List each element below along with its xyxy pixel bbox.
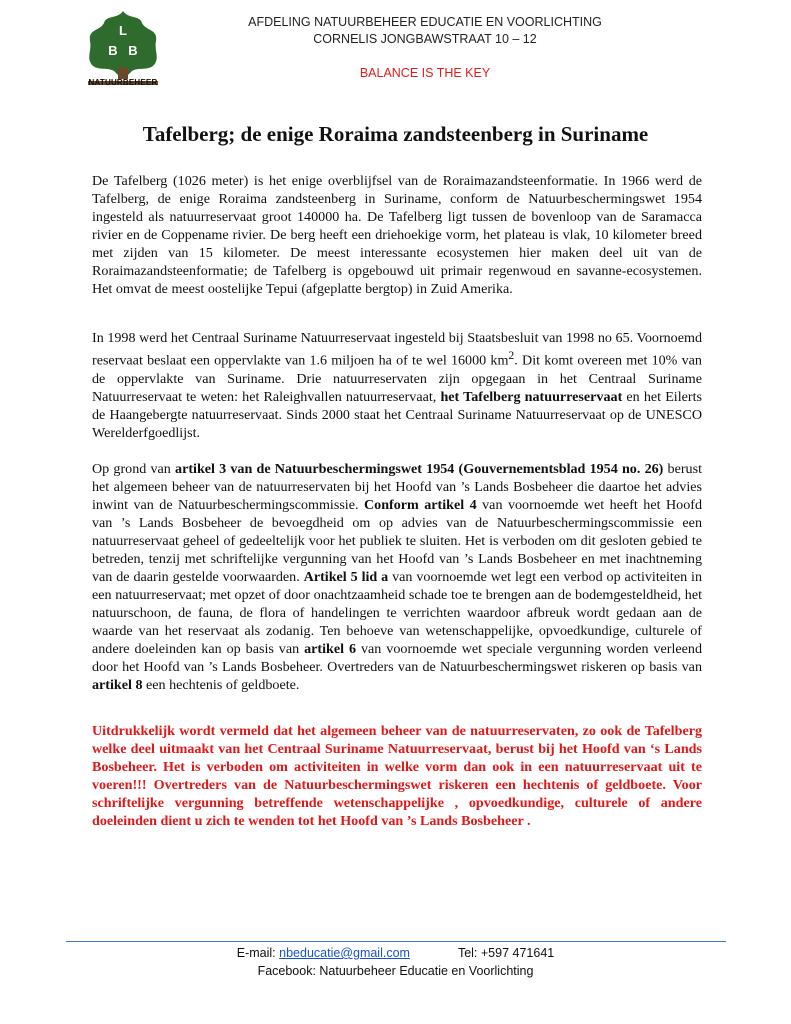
paragraph-intro: De Tafelberg (1026 meter) is het enige overblijfsel van de Roraimazandsteenformatie. In 1966 werd de Tafelberg, de enige Roraima zandsteenberg in Suriname, conform de Natuurbeschermingswet 1954 ingesteld als natuurreservaat groot 140000 ha. De Tafelberg ligt tussen de bovenloop van de Saramacca rivier en de Coppename rivier. De berg heeft een driehoekige vorm, het plateau is vlak, 10 kilometer breed met zijden van 15 kilometer. De meest interessante ecosystemen hier maken deel uit van de Roraimazandsteenformatie; de Tafelberg is opgebouwd uit primair regenwoud en savanne-ecosystemen. Het omvat de meest oostelijke Tepui (afgeplatte bergtop) in Zuid Amerika. xyxy=(92,173,702,297)
email-label: E-mail: xyxy=(236,946,280,960)
text-run: . Dit komt overeen met 10% van de oppervlakte van Suriname. Drie natuurreservaten zijn opgegaan in het Centraal Suriname Natuurreservaat te weten: het Raleighvallen natuurreservaat, xyxy=(92,352,702,405)
department-address: CORNELIS JONGBAWSTRAAT 10 – 12 xyxy=(313,32,537,46)
text-run: Op grond van xyxy=(92,461,176,477)
footer-facebook: Facebook: Natuurbeheer Educatie en Voorlichting xyxy=(257,964,534,978)
email-link[interactable]: nbeducatie@gmail.com xyxy=(279,946,410,960)
logo-caption: NATUURBEHEER xyxy=(88,78,158,87)
logo-letter-b2: B xyxy=(128,43,138,58)
text-run: van voornoemde wet heeft het Hoofd van ’s Lands Bosbeheer de bevoegdheid om op advies van de Natuurbeschermingscommissie een natuurreservaat geheel of gedeeltelijk voor het publiek te sluiten. Het is verboden om dit gesloten gebied te betreden, tenzij met schriftelijke vergunning van het Hoofd van ’s Lands Bosbeheer en met inachtneming van de daarin gestelde voorwaarden. xyxy=(92,497,702,585)
tagline: BALANCE IS THE KEY xyxy=(359,66,491,80)
department-name: AFDELING NATUURBEHEER EDUCATIE EN VOORLICHTING xyxy=(248,15,602,29)
page-title: Tafelberg; de enige Roraima zandsteenberg in Suriname xyxy=(142,122,649,146)
superscript: 2 xyxy=(508,349,515,362)
footer-divider xyxy=(66,941,726,942)
text-run: berust het algemeen beheer van de natuurreservaten bij het Hoofd van ’s Lands Bosbeheer die daartoe het advies inwint van de Natuurbeschermingscommissie. xyxy=(92,461,702,513)
paragraph-reserve xyxy=(92,329,702,442)
bold-run: artikel 6 xyxy=(304,641,357,657)
text-run: en het Eilerts de Haangebergte natuurreservaat. Sinds 2000 staat het Centraal Suriname Natuurreservaat op de UNESCO Werelderfgoedlijst. xyxy=(92,388,702,441)
leaf-shape xyxy=(89,11,156,75)
text-run: een hechtenis of geldboete. xyxy=(142,677,300,693)
bold-run: het Tafelberg natuurreservaat xyxy=(440,388,623,405)
text-run: van voornoemde wet legt een verbod op activiteiten in een natuurreservaat; met opzet of door onachtzaamheid schade toe te brengen aan de bodemgesteldheid, het natuurschoon, de fauna, de flora of handelingen te verrichten waardoor afbreuk wordt gedaan aan de waarde van het reservaat als zodanig. Ten behoeve van wetenschappelijke, opvoedkundige, culturele of andere doeleinden kan op basis van xyxy=(92,569,703,657)
logo-letter-b1: B xyxy=(108,43,118,58)
paragraph-law xyxy=(92,460,702,694)
bold-run: Artikel 5 lid a xyxy=(303,569,389,585)
footer-contact xyxy=(0,946,791,960)
bold-run: Conform artikel 4 xyxy=(363,497,477,513)
text-run: In 1998 werd het Centraal Suriname Natuurreservaat ingesteld bij Staatsbesluit van 1998 no 65. Voornoemd reservaat beslaat een oppervlakte van 1.6 miljoen ha of te wel 16000 km xyxy=(92,330,702,369)
paragraph-warning: Uitdrukkelijk wordt vermeld dat het algemeen beheer van de natuurreservaten, zo ook de Tafelberg welke deel uitmaakt van het Centraal Suriname Natuurreservaat, berust bij het Hoofd van ‘s Lands Bosbeheer. Het is verboden om activiteiten in welke vorm dan ook in een natuurreservaat uit te voeren!!! Overtreders van de Natuurbeschermingswet riskeren een hechtenis of geldboete. Voor schriftelijke vergunning betreffende wetenschappelijke , opvoedkundige, culturele of andere doeleinden dient u zich te wenden tot het Hoofd van ’s Lands Bosbeheer . xyxy=(92,723,702,829)
text-run: van voornoemde wet speciale vergunning worden verleend door het Hoofd van ’s Lands Bosbeheer. Overtreders van de Natuurbeschermingswet riskeren op basis van xyxy=(92,641,702,675)
bold-run: artikel 8 xyxy=(92,677,143,693)
bold-run: artikel 3 van de Natuurbeschermingswet 1954 (Gouvernementsblad 1954 no. 26) xyxy=(175,461,664,477)
logo-letter-l: L xyxy=(119,23,127,38)
phone-number: Tel: +597 471641 xyxy=(457,946,555,960)
